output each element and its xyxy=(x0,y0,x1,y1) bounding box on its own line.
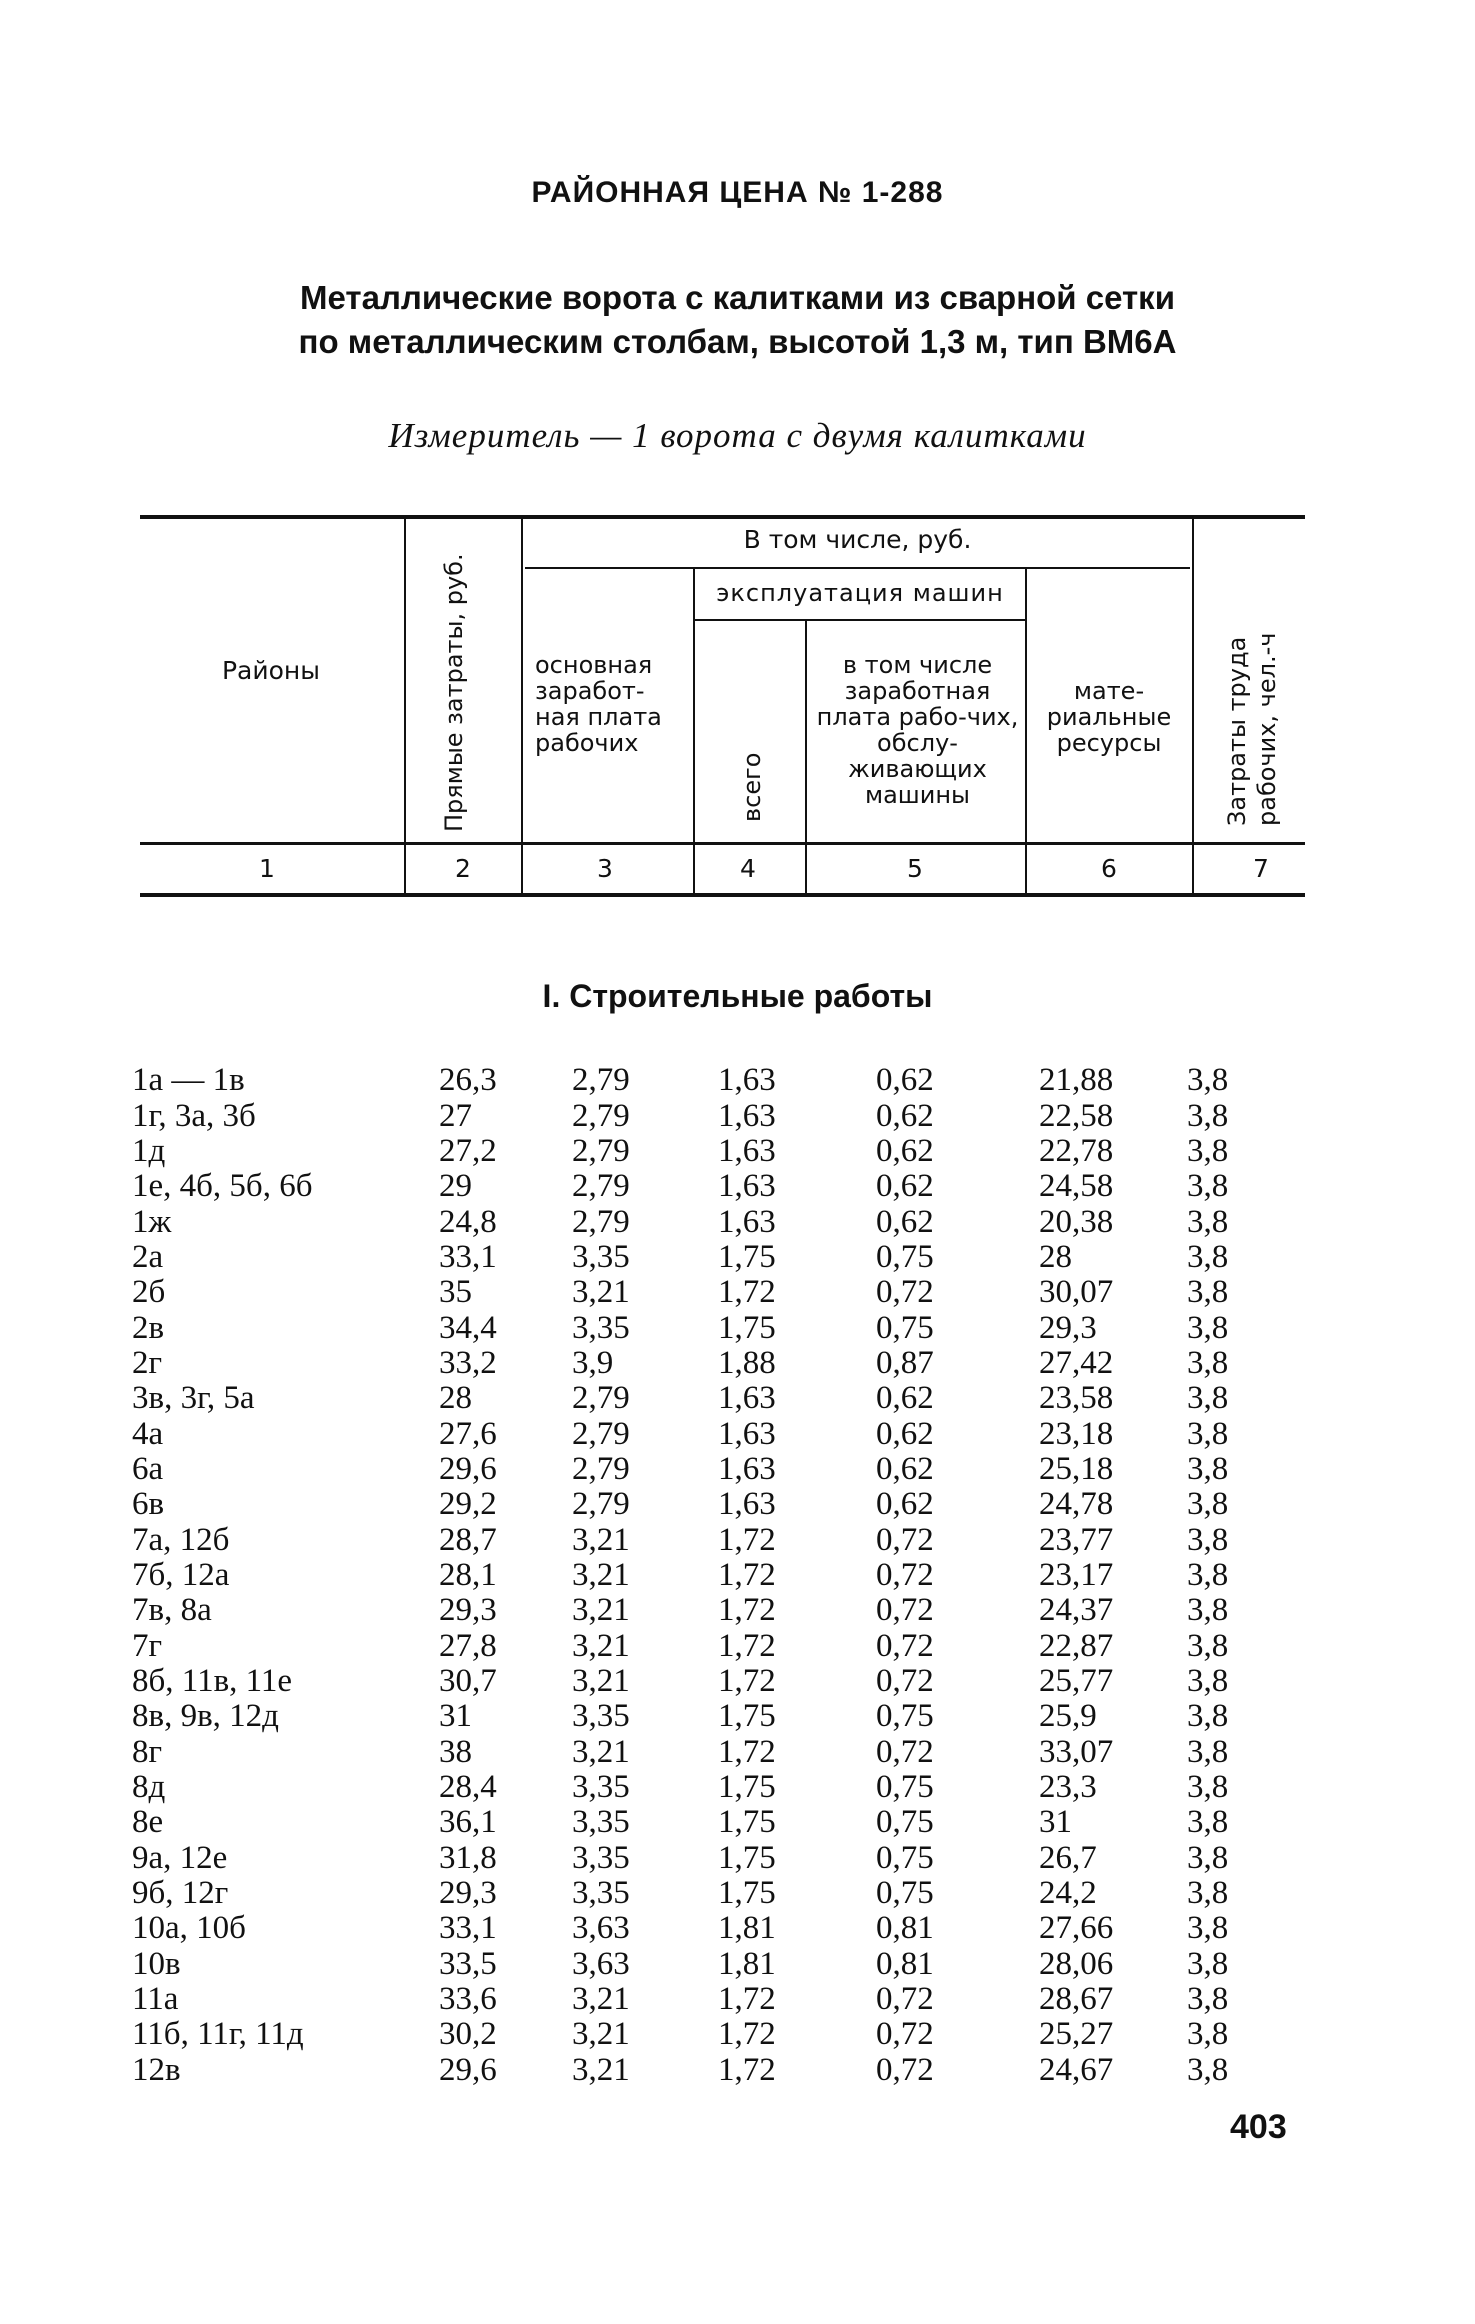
table-header xyxy=(0,0,1475,1000)
cell-direct-costs: 24,8 xyxy=(439,1203,497,1240)
header-machines-total: всего xyxy=(738,752,766,822)
cell-basic-wages: 3,35 xyxy=(572,1238,630,1275)
cell-machine-wages: 0,72 xyxy=(876,1981,934,2018)
cell-labor-costs: 3,8 xyxy=(1187,1521,1229,1558)
document-title-line2: по металлическим столбам, высотой 1,3 м, тип ВМ6А xyxy=(298,323,1177,360)
cell-direct-costs: 33,6 xyxy=(439,1981,497,2018)
cell-labor-costs: 3,8 xyxy=(1187,2051,1229,2088)
cell-basic-wages: 3,21 xyxy=(572,1274,630,1311)
cell-basic-wages: 2,79 xyxy=(572,1450,630,1487)
cell-machine-wages: 0,72 xyxy=(876,1733,934,1770)
cell-basic-wages: 2,79 xyxy=(572,1380,630,1417)
cell-materials: 30,07 xyxy=(1039,1274,1114,1311)
cell-materials: 24,67 xyxy=(1039,2051,1114,2088)
cell-materials: 22,78 xyxy=(1039,1132,1114,1169)
cell-machines-total: 1,63 xyxy=(718,1486,776,1523)
cell-region: 8д xyxy=(132,1769,166,1806)
table-row xyxy=(132,1876,1247,1911)
cell-basic-wages: 3,21 xyxy=(572,1733,630,1770)
table-row xyxy=(132,1947,1247,1982)
cell-labor-costs: 3,8 xyxy=(1187,1168,1229,1205)
cell-machines-total: 1,63 xyxy=(718,1203,776,1240)
cell-materials: 22,87 xyxy=(1039,1627,1114,1664)
cell-labor-costs: 3,8 xyxy=(1187,1556,1229,1593)
cell-region: 4а xyxy=(132,1415,164,1452)
cell-machines-total: 1,63 xyxy=(718,1415,776,1452)
cell-direct-costs: 30,2 xyxy=(439,2016,497,2053)
cell-machine-wages: 0,62 xyxy=(876,1097,934,1134)
cell-labor-costs: 3,8 xyxy=(1187,1486,1229,1523)
cell-machines-total: 1,72 xyxy=(718,1556,776,1593)
cell-materials: 25,27 xyxy=(1039,2016,1114,2053)
table-row xyxy=(132,1310,1247,1345)
table-row xyxy=(132,1487,1247,1522)
cell-machines-total: 1,63 xyxy=(718,1450,776,1487)
cell-direct-costs: 28,7 xyxy=(439,1521,497,1558)
cell-materials: 27,42 xyxy=(1039,1344,1114,1381)
cell-direct-costs: 27,2 xyxy=(439,1132,497,1169)
cell-region: 1е, 4б, 5б, 6б xyxy=(132,1168,313,1205)
cell-basic-wages: 3,9 xyxy=(572,1344,614,1381)
cell-region: 8в, 9в, 12д xyxy=(132,1698,279,1735)
cell-direct-costs: 29,2 xyxy=(439,1486,497,1523)
header-divider-5 xyxy=(1025,569,1027,895)
cell-machines-total: 1,72 xyxy=(718,1627,776,1664)
table-row xyxy=(132,1098,1247,1133)
cell-labor-costs: 3,8 xyxy=(1187,1627,1229,1664)
cell-materials: 29,3 xyxy=(1039,1309,1097,1346)
header-machine-wages: в том числе заработная плата рабо-чих, обслу-живающих машины xyxy=(816,651,1019,809)
table-row xyxy=(132,1805,1247,1840)
cell-machines-total: 1,81 xyxy=(718,1945,776,1982)
cell-direct-costs: 27,8 xyxy=(439,1627,497,1664)
cell-labor-costs: 3,8 xyxy=(1187,1804,1229,1841)
cell-labor-costs: 3,8 xyxy=(1187,1698,1229,1735)
cell-labor-costs: 3,8 xyxy=(1187,2016,1229,2053)
cell-labor-costs: 3,8 xyxy=(1187,1274,1229,1311)
cell-machine-wages: 0,72 xyxy=(876,1663,934,1700)
cell-direct-costs: 36,1 xyxy=(439,1804,497,1841)
cell-basic-wages: 3,35 xyxy=(572,1309,630,1346)
cell-labor-costs: 3,8 xyxy=(1187,1309,1229,1346)
cell-labor-costs: 3,8 xyxy=(1187,1945,1229,1982)
cell-direct-costs: 35 xyxy=(439,1274,472,1311)
cell-direct-costs: 31 xyxy=(439,1698,472,1735)
cell-region: 11б, 11г, 11д xyxy=(132,2016,304,2053)
cell-region: 8е xyxy=(132,1804,164,1841)
cell-materials: 24,2 xyxy=(1039,1875,1097,1912)
cell-direct-costs: 29,3 xyxy=(439,1875,497,1912)
header-direct-costs: Прямые затраты, руб. xyxy=(440,553,468,832)
cell-region: 2в xyxy=(132,1309,165,1346)
table-row xyxy=(132,1664,1247,1699)
table-row xyxy=(132,1134,1247,1169)
table-row xyxy=(132,1735,1247,1770)
cell-basic-wages: 2,79 xyxy=(572,1168,630,1205)
cell-region: 6в xyxy=(132,1486,165,1523)
table-row xyxy=(132,1593,1247,1628)
cell-labor-costs: 3,8 xyxy=(1187,1981,1229,2018)
cell-materials: 28 xyxy=(1039,1238,1072,1275)
cell-basic-wages: 3,21 xyxy=(572,1981,630,2018)
cell-machine-wages: 0,72 xyxy=(876,1556,934,1593)
header-divider-4 xyxy=(805,621,807,895)
cell-basic-wages: 3,35 xyxy=(572,1875,630,1912)
table-row xyxy=(132,1346,1247,1381)
cell-direct-costs: 28,4 xyxy=(439,1769,497,1806)
header-machine-operation: эксплуатация машин xyxy=(716,579,1004,607)
table-row xyxy=(132,2017,1247,2052)
table-row xyxy=(132,1911,1247,1946)
table-row xyxy=(132,1629,1247,1664)
cell-labor-costs: 3,8 xyxy=(1187,1450,1229,1487)
cell-region: 10а, 10б xyxy=(132,1910,246,1947)
table-row xyxy=(132,1275,1247,1310)
cell-region: 9б, 12г xyxy=(132,1875,229,1912)
cell-machines-total: 1,72 xyxy=(718,2051,776,2088)
cell-materials: 25,77 xyxy=(1039,1663,1114,1700)
cell-region: 7а, 12б xyxy=(132,1521,230,1558)
cell-direct-costs: 31,8 xyxy=(439,1839,497,1876)
cell-labor-costs: 3,8 xyxy=(1187,1380,1229,1417)
cell-machine-wages: 0,75 xyxy=(876,1875,934,1912)
cell-machine-wages: 0,75 xyxy=(876,1698,934,1735)
cell-basic-wages: 3,35 xyxy=(572,1769,630,1806)
cell-direct-costs: 28,1 xyxy=(439,1556,497,1593)
cell-machine-wages: 0,62 xyxy=(876,1486,934,1523)
cell-labor-costs: 3,8 xyxy=(1187,1839,1229,1876)
cell-machines-total: 1,63 xyxy=(718,1380,776,1417)
cell-region: 7в, 8а xyxy=(132,1592,212,1629)
cell-materials: 24,58 xyxy=(1039,1168,1114,1205)
cell-direct-costs: 33,2 xyxy=(439,1344,497,1381)
cell-basic-wages: 2,79 xyxy=(572,1132,630,1169)
cell-machine-wages: 0,75 xyxy=(876,1804,934,1841)
cell-region: 2г xyxy=(132,1344,163,1381)
cell-materials: 33,07 xyxy=(1039,1733,1114,1770)
cell-region: 8г xyxy=(132,1733,163,1770)
cell-machines-total: 1,72 xyxy=(718,1274,776,1311)
cell-machines-total: 1,75 xyxy=(718,1875,776,1912)
column-number-4: 4 xyxy=(740,854,756,883)
cell-machines-total: 1,72 xyxy=(718,2016,776,2053)
cell-labor-costs: 3,8 xyxy=(1187,1733,1229,1770)
cell-machines-total: 1,72 xyxy=(718,1592,776,1629)
cell-machine-wages: 0,87 xyxy=(876,1344,934,1381)
cell-materials: 20,38 xyxy=(1039,1203,1114,1240)
cell-labor-costs: 3,8 xyxy=(1187,1132,1229,1169)
header-numbers-rule xyxy=(140,842,1305,845)
cell-basic-wages: 2,79 xyxy=(572,1097,630,1134)
table-row xyxy=(132,1381,1247,1416)
cell-materials: 27,66 xyxy=(1039,1910,1114,1947)
cell-basic-wages: 3,21 xyxy=(572,1663,630,1700)
cell-materials: 25,9 xyxy=(1039,1698,1097,1735)
cell-machine-wages: 0,75 xyxy=(876,1238,934,1275)
cell-direct-costs: 33,5 xyxy=(439,1945,497,1982)
cell-machines-total: 1,63 xyxy=(718,1168,776,1205)
header-divider-1 xyxy=(404,519,406,895)
header-labor-costs: Затраты труда рабочих, чел.-ч xyxy=(1223,632,1281,826)
cell-basic-wages: 3,21 xyxy=(572,2051,630,2088)
cell-region: 1г, 3а, 3б xyxy=(132,1097,256,1134)
cell-basic-wages: 3,21 xyxy=(572,1627,630,1664)
cell-materials: 21,88 xyxy=(1039,1062,1114,1099)
cell-machines-total: 1,75 xyxy=(718,1309,776,1346)
cell-machines-total: 1,72 xyxy=(718,1663,776,1700)
cell-labor-costs: 3,8 xyxy=(1187,1415,1229,1452)
cell-labor-costs: 3,8 xyxy=(1187,1910,1229,1947)
table-row xyxy=(132,1063,1247,1098)
cell-materials: 26,7 xyxy=(1039,1839,1097,1876)
cell-direct-costs: 30,7 xyxy=(439,1663,497,1700)
cell-machine-wages: 0,62 xyxy=(876,1132,934,1169)
cell-materials: 23,3 xyxy=(1039,1769,1097,1806)
cell-basic-wages: 2,79 xyxy=(572,1203,630,1240)
cell-direct-costs: 29 xyxy=(439,1168,472,1205)
cell-machine-wages: 0,72 xyxy=(876,2016,934,2053)
cell-machine-wages: 0,75 xyxy=(876,1839,934,1876)
cell-labor-costs: 3,8 xyxy=(1187,1875,1229,1912)
cell-region: 11а xyxy=(132,1981,179,2018)
table-row xyxy=(132,1770,1247,1805)
cell-direct-costs: 27,6 xyxy=(439,1415,497,1452)
cell-machines-total: 1,88 xyxy=(718,1344,776,1381)
cell-materials: 23,18 xyxy=(1039,1415,1114,1452)
header-divider-2 xyxy=(521,519,523,895)
column-number-5: 5 xyxy=(907,854,923,883)
cell-labor-costs: 3,8 xyxy=(1187,1344,1229,1381)
cell-basic-wages: 2,79 xyxy=(572,1062,630,1099)
cell-basic-wages: 3,21 xyxy=(572,1521,630,1558)
cell-labor-costs: 3,8 xyxy=(1187,1062,1229,1099)
cell-materials: 23,77 xyxy=(1039,1521,1114,1558)
cell-basic-wages: 3,35 xyxy=(572,1804,630,1841)
cell-region: 2б xyxy=(132,1274,166,1311)
cell-machines-total: 1,75 xyxy=(718,1769,776,1806)
cell-machines-total: 1,81 xyxy=(718,1910,776,1947)
cell-basic-wages: 3,21 xyxy=(572,1556,630,1593)
cell-basic-wages: 3,35 xyxy=(572,1698,630,1735)
cell-basic-wages: 3,21 xyxy=(572,1592,630,1629)
cell-basic-wages: 2,79 xyxy=(572,1486,630,1523)
column-number-7: 7 xyxy=(1253,854,1269,883)
cell-machine-wages: 0,72 xyxy=(876,1592,934,1629)
cell-machine-wages: 0,62 xyxy=(876,1203,934,1240)
cell-basic-wages: 2,79 xyxy=(572,1415,630,1452)
cell-machine-wages: 0,72 xyxy=(876,1521,934,1558)
column-number-3: 3 xyxy=(597,854,613,883)
cell-region: 9а, 12е xyxy=(132,1839,228,1876)
cell-direct-costs: 34,4 xyxy=(439,1309,497,1346)
page-number: 403 xyxy=(1230,2108,1287,2146)
cell-materials: 23,17 xyxy=(1039,1556,1114,1593)
cell-materials: 28,06 xyxy=(1039,1945,1114,1982)
table-row xyxy=(132,1522,1247,1557)
cell-labor-costs: 3,8 xyxy=(1187,1203,1229,1240)
header-group-including: В том числе, руб. xyxy=(743,525,972,554)
cell-machines-total: 1,63 xyxy=(718,1132,776,1169)
header-bottom-rule xyxy=(140,893,1305,897)
header-top-rule xyxy=(140,515,1305,519)
cell-machines-total: 1,72 xyxy=(718,1521,776,1558)
cell-machine-wages: 0,62 xyxy=(876,1062,934,1099)
cell-machine-wages: 0,62 xyxy=(876,1415,934,1452)
document-heading: РАЙОННАЯ ЦЕНА № 1-288 xyxy=(531,176,944,209)
cell-basic-wages: 3,63 xyxy=(572,1945,630,1982)
cell-labor-costs: 3,8 xyxy=(1187,1097,1229,1134)
cell-labor-costs: 3,8 xyxy=(1187,1769,1229,1806)
cell-machines-total: 1,75 xyxy=(718,1698,776,1735)
cell-direct-costs: 29,3 xyxy=(439,1592,497,1629)
table-row xyxy=(132,1204,1247,1239)
cell-machine-wages: 0,72 xyxy=(876,1627,934,1664)
cell-region: 12в xyxy=(132,2051,181,2088)
cell-region: 1д xyxy=(132,1132,166,1169)
cell-direct-costs: 33,1 xyxy=(439,1910,497,1947)
cell-region: 7г xyxy=(132,1627,163,1664)
cell-direct-costs: 29,6 xyxy=(439,1450,497,1487)
cell-labor-costs: 3,8 xyxy=(1187,1238,1229,1275)
cell-machines-total: 1,75 xyxy=(718,1238,776,1275)
cell-machines-total: 1,72 xyxy=(718,1981,776,2018)
cell-machine-wages: 0,62 xyxy=(876,1450,934,1487)
cell-machines-total: 1,63 xyxy=(718,1097,776,1134)
cell-region: 1а — 1в xyxy=(132,1062,245,1099)
table-row xyxy=(132,2053,1247,2088)
table-row xyxy=(132,1841,1247,1876)
header-basic-wages: основная заработ-ная плата рабочих xyxy=(535,651,662,757)
cell-materials: 25,18 xyxy=(1039,1450,1114,1487)
cell-materials: 22,58 xyxy=(1039,1097,1114,1134)
cell-region: 1ж xyxy=(132,1203,172,1240)
cell-machine-wages: 0,62 xyxy=(876,1380,934,1417)
cell-direct-costs: 29,6 xyxy=(439,2051,497,2088)
cell-machine-wages: 0,75 xyxy=(876,1769,934,1806)
cell-direct-costs: 28 xyxy=(439,1380,472,1417)
header-divider-6 xyxy=(1192,519,1194,895)
cell-materials: 23,58 xyxy=(1039,1380,1114,1417)
cell-machine-wages: 0,62 xyxy=(876,1168,934,1205)
table-row xyxy=(132,1416,1247,1451)
cell-machines-total: 1,72 xyxy=(718,1733,776,1770)
document-title-line1: Металлические ворота с калитками из сварной сетки xyxy=(300,279,1175,316)
cell-machine-wages: 0,81 xyxy=(876,1910,934,1947)
cell-materials: 28,67 xyxy=(1039,1981,1114,2018)
cell-direct-costs: 38 xyxy=(439,1733,472,1770)
table-row xyxy=(132,1982,1247,2017)
column-number-1: 1 xyxy=(259,854,275,883)
cell-materials: 31 xyxy=(1039,1804,1072,1841)
cell-machines-total: 1,75 xyxy=(718,1804,776,1841)
header-regions: Районы xyxy=(221,656,321,685)
price-table-body xyxy=(132,1063,1247,2088)
cell-basic-wages: 3,63 xyxy=(572,1910,630,1947)
table-row xyxy=(132,1240,1247,1275)
header-materials: мате-риальные ресурсы xyxy=(1046,677,1172,757)
cell-machine-wages: 0,72 xyxy=(876,2051,934,2088)
column-number-2: 2 xyxy=(455,854,471,883)
header-group-rule xyxy=(525,567,1190,569)
cell-machines-total: 1,63 xyxy=(718,1062,776,1099)
cell-machine-wages: 0,72 xyxy=(876,1274,934,1311)
table-row xyxy=(132,1452,1247,1487)
cell-region: 10в xyxy=(132,1945,181,1982)
price-table xyxy=(132,1063,1247,2088)
column-number-6: 6 xyxy=(1101,854,1117,883)
cell-materials: 24,37 xyxy=(1039,1592,1114,1629)
header-subgroup-rule xyxy=(693,619,1025,621)
cell-region: 7б, 12а xyxy=(132,1556,230,1593)
cell-region: 3в, 3г, 5а xyxy=(132,1380,255,1417)
cell-basic-wages: 3,21 xyxy=(572,2016,630,2053)
table-row xyxy=(132,1558,1247,1593)
cell-machine-wages: 0,81 xyxy=(876,1945,934,1982)
table-row xyxy=(132,1169,1247,1204)
cell-region: 2а xyxy=(132,1238,164,1275)
section-title: I. Строительные работы xyxy=(542,978,933,1014)
cell-machines-total: 1,75 xyxy=(718,1839,776,1876)
cell-direct-costs: 26,3 xyxy=(439,1062,497,1099)
measurement-unit: Измеритель — 1 ворота с двумя калитками xyxy=(388,416,1087,455)
cell-direct-costs: 27 xyxy=(439,1097,472,1134)
cell-basic-wages: 3,35 xyxy=(572,1839,630,1876)
cell-machine-wages: 0,75 xyxy=(876,1309,934,1346)
header-divider-3 xyxy=(693,569,695,895)
cell-labor-costs: 3,8 xyxy=(1187,1663,1229,1700)
cell-materials: 24,78 xyxy=(1039,1486,1114,1523)
cell-labor-costs: 3,8 xyxy=(1187,1592,1229,1629)
cell-direct-costs: 33,1 xyxy=(439,1238,497,1275)
cell-region: 8б, 11в, 11е xyxy=(132,1663,293,1700)
table-row xyxy=(132,1699,1247,1734)
cell-region: 6а xyxy=(132,1450,164,1487)
